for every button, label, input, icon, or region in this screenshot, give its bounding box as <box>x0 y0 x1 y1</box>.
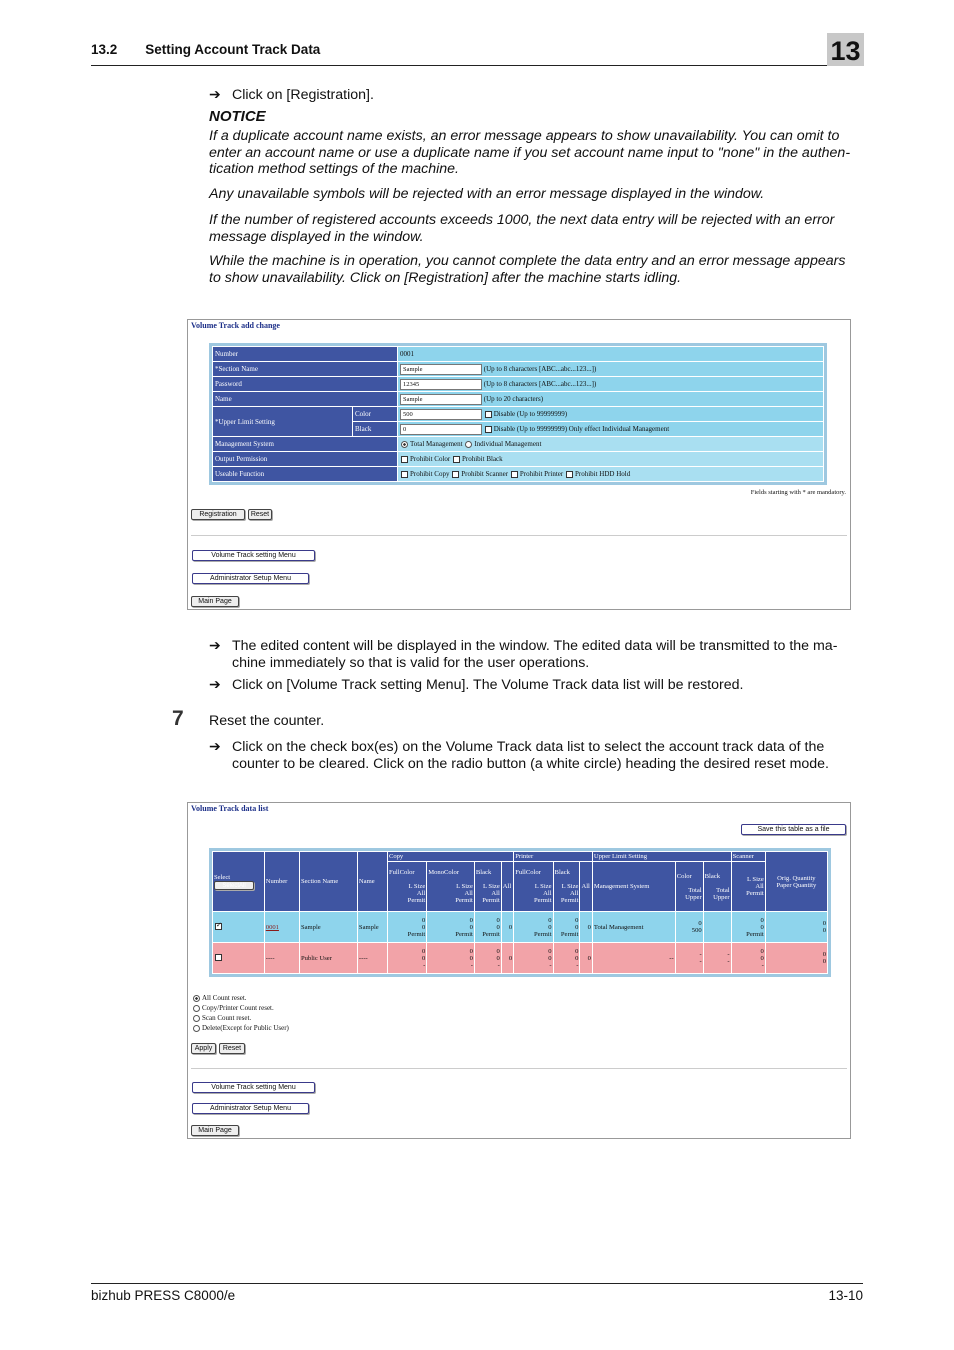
step-7-instruction: ➔ Click on the check box(es) on the Volume Track data list to select the account track data of the counter to be cleared. Click on the radio button (a white circle) heading the desired reset mode. <box>209 739 829 772</box>
row2-black-upper: - - <box>703 943 731 974</box>
mandatory-note: Fields starting with * are mandatory. <box>750 489 846 496</box>
prohibit-color-checkbox[interactable] <box>401 456 408 463</box>
scan-count-reset-label: Scan Count reset. <box>202 1014 252 1022</box>
row2-copy-monocolor: 0 0 - <box>427 943 475 974</box>
printer-all-header: All <box>580 862 592 912</box>
name-input[interactable]: Sample <box>400 394 482 405</box>
row2-copy-all: 0 <box>501 943 513 974</box>
all-count-reset-radio[interactable] <box>193 995 200 1002</box>
copy-printer-reset-label: Copy/Printer Count reset. <box>202 1004 274 1012</box>
row2-section: Public User <box>299 943 357 974</box>
delete-radio[interactable] <box>193 1025 200 1032</box>
row1-black-upper <box>703 912 731 943</box>
total-management-radio[interactable] <box>401 441 408 448</box>
upper-limit-label: *Upper Limit Setting <box>213 407 353 437</box>
account-number-link[interactable]: 0001 <box>265 923 279 931</box>
row2-color-upper: - - <box>675 943 703 974</box>
prohibit-hdd-hold-checkbox[interactable] <box>566 471 573 478</box>
orig-quantity-header: Orig. Quantity Paper Quantity <box>765 852 827 912</box>
row2-printer-all: 0 <box>580 943 592 974</box>
black-upper-header: Black Total Upper <box>703 862 731 912</box>
divider <box>191 535 847 536</box>
section-name-input[interactable]: Sample <box>400 364 482 375</box>
row1-copy-fullcolor: 0 0 Permit <box>387 912 426 943</box>
row1-copy-all: 0 <box>501 912 513 943</box>
prohibit-printer-label: Prohibit Printer <box>519 470 564 478</box>
useable-function-label: Useable Function <box>213 467 398 482</box>
list-title: Volume Track data list <box>191 804 269 813</box>
password-label: Password <box>213 377 398 392</box>
row2-management: -- <box>592 943 675 974</box>
footer-product: bizhub PRESS C8000/e <box>91 1288 236 1303</box>
row1-printer-black: 0 0 Permit <box>553 912 580 943</box>
black-label: Black <box>353 422 398 437</box>
volume-track-menu-button[interactable]: Volume Track setting Menu <box>192 550 315 561</box>
data-table-frame <box>209 848 831 977</box>
row1-scanner: 0 0 Permit <box>731 912 765 943</box>
row2-name: ---- <box>357 943 387 974</box>
color-upper-header: Color Total Upper <box>675 862 703 912</box>
volume-track-menu-button[interactable]: Volume Track setting Menu <box>192 1082 315 1093</box>
number-label: Number <box>213 347 398 362</box>
select-all-button[interactable]: SelectAll <box>214 881 254 890</box>
color-label: Color <box>353 407 398 422</box>
select-header: Select SelectAll <box>213 852 265 912</box>
color-limit-input[interactable]: 500 <box>400 409 482 420</box>
all-count-reset-label: All Count reset. <box>202 994 247 1002</box>
printer-fullcolor-header: FullColor L Size All Permit <box>514 862 553 912</box>
screenshot-volume-track-data-list <box>187 802 851 1139</box>
administrator-setup-menu-button[interactable]: Administrator Setup Menu <box>192 1103 309 1114</box>
prohibit-black-label: Prohibit Black <box>462 455 503 463</box>
divider <box>191 1068 847 1069</box>
list-reset-button[interactable]: Reset <box>219 1043 245 1054</box>
notice-paragraph-2: Any unavailable symbols will be rejected with an error message displayed in the window. <box>209 186 765 202</box>
color-hint: Disable (Up to 99999999) <box>493 409 568 418</box>
password-input[interactable]: 12345 <box>400 379 482 390</box>
color-disable-checkbox[interactable] <box>485 411 492 418</box>
table-row <box>213 912 828 943</box>
prohibit-hdd-hold-label: Prohibit HDD Hold <box>574 470 631 478</box>
scan-count-reset-radio[interactable] <box>193 1015 200 1022</box>
section-name-label: *Section Name <box>213 362 398 377</box>
notice-paragraph-3: If the number of registered accounts exceeds 1000, the next data entry will be rejected with an error message displayed in the window. <box>209 212 835 245</box>
row2-printer-black: 0 0 - <box>553 943 580 974</box>
row-checkbox[interactable] <box>215 954 222 961</box>
chapter-number: 13 <box>827 33 864 66</box>
step-7-text: Reset the counter. <box>209 713 325 729</box>
registration-button[interactable]: Registration <box>191 509 245 520</box>
save-table-button[interactable]: Save this table as a file <box>741 824 846 835</box>
row1-copy-monocolor: 0 0 Permit <box>427 912 475 943</box>
printer-header: Printer <box>514 852 593 862</box>
administrator-setup-menu-button[interactable]: Administrator Setup Menu <box>192 573 309 584</box>
edited-content-note: ➔ The edited content will be displayed in the window. The edited data will be transmitted to the ma- chine immediately so that is valid for the user operations. <box>209 638 838 671</box>
footer-rule <box>91 1283 863 1284</box>
row2-copy-fullcolor: 0 0 - <box>387 943 426 974</box>
black-limit-input[interactable]: 0 <box>400 424 482 435</box>
step-click-registration: ➔ Click on [Registration]. <box>209 87 374 103</box>
form-table <box>212 346 824 482</box>
copy-black-header: Black L Size All Permit <box>474 862 501 912</box>
table-row <box>213 943 828 974</box>
data-table <box>212 851 828 974</box>
prohibit-black-checkbox[interactable] <box>453 456 460 463</box>
main-page-button[interactable]: Main Page <box>191 1125 239 1136</box>
row1-color-upper: 0 500 <box>675 912 703 943</box>
notice-paragraph-1: If a duplicate account name exists, an error message appears to show unavailability. You can omit to enter an account name or use a duplicate name if you set account name input to "none" in the authen- tication method settings of the machine. <box>209 128 851 177</box>
delete-label: Delete(Except for Public User) <box>202 1024 289 1032</box>
row1-printer-all: 0 <box>580 912 592 943</box>
row2-printer-fullcolor: 0 0 - <box>514 943 553 974</box>
row1-section: Sample <box>299 912 357 943</box>
row2-orig-quantity: 0 0 <box>765 943 827 974</box>
printer-black-header: Black L Size All Permit <box>553 862 580 912</box>
restore-list-note: ➔ Click on [Volume Track setting Menu]. The Volume Track data list will be restored. <box>209 677 744 693</box>
individual-management-label: Individual Management <box>474 440 542 448</box>
name-hint: (Up to 20 characters) <box>483 394 544 403</box>
reset-mode-options <box>192 993 289 1033</box>
main-page-button[interactable]: Main Page <box>191 596 239 607</box>
copy-printer-reset-radio[interactable] <box>193 1005 200 1012</box>
name-label: Name <box>213 392 398 407</box>
header-rule <box>91 65 863 66</box>
step-number: 7 <box>172 707 184 730</box>
row2-scanner: 0 0 - <box>731 943 765 974</box>
row1-copy-black: 0 0 Permit <box>474 912 501 943</box>
prohibit-scanner-checkbox[interactable] <box>452 471 459 478</box>
row1-management: Total Management <box>592 912 675 943</box>
copy-header: Copy <box>387 852 513 862</box>
row1-orig-quantity: 0 0 <box>765 912 827 943</box>
section-name-header: Section Name <box>299 852 357 912</box>
footer-page-number: 13-10 <box>828 1288 863 1303</box>
screenshot-volume-track-add-change <box>187 319 851 610</box>
black-hint: Disable (Up to 99999999) Only effect Individual Management <box>493 424 670 433</box>
prohibit-color-label: Prohibit Color <box>410 455 451 463</box>
row2-number: ---- <box>264 943 299 974</box>
prohibit-scanner-label: Prohibit Scanner <box>461 470 509 478</box>
copy-all-header: All <box>501 862 513 912</box>
number-header: Number <box>264 852 299 912</box>
name-header: Name <box>357 852 387 912</box>
copy-monocolor-header: MonoColor L Size All Permit <box>427 862 475 912</box>
notice-paragraph-4: While the machine is in operation, you cannot complete the data entry and an error message appears to show unavailability. Click on [Registration] after the machine starts idling. <box>209 253 846 286</box>
total-management-label: Total Management <box>410 440 463 448</box>
reset-button[interactable]: Reset <box>248 509 272 520</box>
management-system-label: Management System <box>213 437 398 452</box>
notice-title: NOTICE <box>209 108 266 125</box>
row-checkbox-checked[interactable]: ✓ <box>216 921 222 930</box>
apply-button[interactable]: Apply <box>191 1043 216 1054</box>
row2-copy-black: 0 0 - <box>474 943 501 974</box>
copy-fullcolor-header: FullColor L Size All Permit <box>387 862 426 912</box>
individual-management-radio[interactable] <box>465 441 472 448</box>
upper-limit-header: Upper Limit Setting <box>592 852 731 862</box>
prohibit-copy-checkbox[interactable] <box>401 471 408 478</box>
row1-printer-fullcolor: 0 0 Permit <box>514 912 553 943</box>
form-title: Volume Track add change <box>191 321 280 330</box>
prohibit-printer-checkbox[interactable] <box>511 471 518 478</box>
management-system-header: Management System <box>592 862 675 912</box>
section-name-hint: (Up to 8 characters [ABC...abc...123...]) <box>483 364 597 373</box>
section-header: 13.2 Setting Account Track Data <box>91 42 321 57</box>
prohibit-copy-label: Prohibit Copy <box>410 470 450 478</box>
black-disable-checkbox[interactable] <box>485 426 492 433</box>
output-permission-label: Output Permission <box>213 452 398 467</box>
scanner-header: Scanner <box>731 852 765 862</box>
scanner-lsize-header: L Size All Permit <box>731 862 765 912</box>
form-table-frame <box>209 343 827 485</box>
row1-name: Sample <box>357 912 387 943</box>
number-value: 0001 <box>398 347 824 362</box>
password-hint: (Up to 8 characters [ABC...abc...123...]) <box>483 379 597 388</box>
